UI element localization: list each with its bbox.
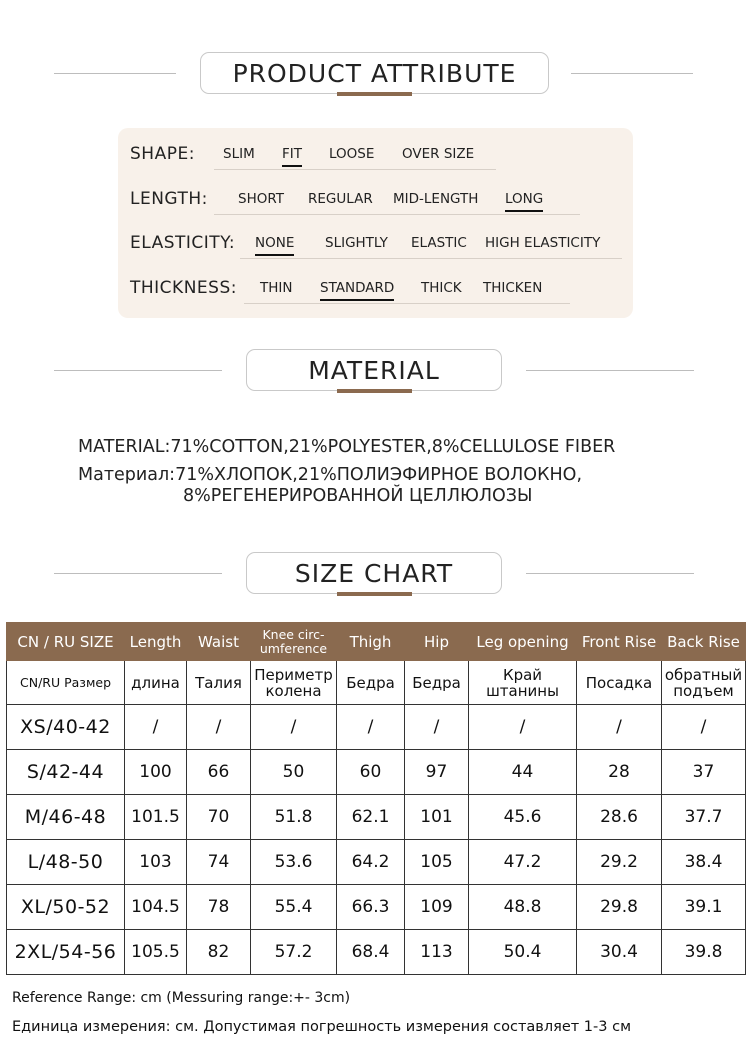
divider-left — [54, 73, 176, 74]
value-cell: 30.4 — [577, 930, 662, 975]
value-cell: / — [577, 705, 662, 750]
value-cell: 74 — [187, 840, 251, 885]
material-ru-line1: Материал:71%ХЛОПОК,21%ПОЛИЭФИРНОЕ ВОЛОКНО, — [78, 465, 583, 485]
header-row-en — [7, 623, 746, 661]
size-cell: M/46-48 — [7, 795, 125, 840]
option-fit-selected: FIT — [282, 146, 302, 162]
header-length: Length — [125, 623, 187, 661]
table-row — [7, 840, 746, 885]
option-elastic: ELASTIC — [411, 235, 467, 251]
value-cell: 44 — [469, 750, 577, 795]
value-cell: 39.1 — [662, 885, 746, 930]
value-cell: 113 — [405, 930, 469, 975]
attribute-row-thickness — [118, 276, 633, 306]
value-cell: / — [187, 705, 251, 750]
row-underline — [214, 214, 580, 215]
attribute-row-shape — [118, 142, 633, 172]
option-thin: THIN — [260, 280, 293, 296]
row-underline — [214, 169, 496, 170]
header-ru-knee: Периметр колена — [251, 661, 337, 705]
header-thigh: Thigh — [337, 623, 405, 661]
footnote-en: Reference Range: cm (Messuring range:+- 3cm) — [12, 990, 351, 1006]
row-underline — [240, 258, 622, 259]
value-cell: 82 — [187, 930, 251, 975]
value-cell: 68.4 — [337, 930, 405, 975]
header-size: CN / RU SIZE — [7, 623, 125, 661]
value-cell: 60 — [337, 750, 405, 795]
table-row — [7, 750, 746, 795]
row-underline — [244, 303, 570, 304]
value-cell: 28 — [577, 750, 662, 795]
value-cell: / — [469, 705, 577, 750]
option-slightly: SLIGHTLY — [325, 235, 388, 251]
option-mid-length: MID-LENGTH — [393, 191, 479, 207]
value-cell: / — [251, 705, 337, 750]
value-cell: 101 — [405, 795, 469, 840]
section-title: PRODUCT ATTRIBUTE — [200, 52, 549, 94]
divider-left — [54, 370, 222, 371]
header-ru-size: CN/RU Размер — [7, 661, 125, 705]
value-cell: 48.8 — [469, 885, 577, 930]
title-accent-bar — [337, 592, 412, 596]
value-cell: 62.1 — [337, 795, 405, 840]
divider-right — [526, 370, 694, 371]
divider-left — [54, 573, 222, 574]
table-row — [7, 885, 746, 930]
option-none-selected: NONE — [255, 235, 295, 251]
header-ru-length: длина — [125, 661, 187, 705]
value-cell: 78 — [187, 885, 251, 930]
value-cell: 29.2 — [577, 840, 662, 885]
option-thick: THICK — [421, 280, 462, 296]
size-cell: XS/40-42 — [7, 705, 125, 750]
option-standard-selected: STANDARD — [320, 280, 395, 296]
header-waist: Waist — [187, 623, 251, 661]
value-cell: 37 — [662, 750, 746, 795]
value-cell: 51.8 — [251, 795, 337, 840]
value-cell: 37.7 — [662, 795, 746, 840]
table-row — [7, 795, 746, 840]
header-ru-leg-opening: Край штанины — [469, 661, 577, 705]
value-cell: 104.5 — [125, 885, 187, 930]
section-title: MATERIAL — [246, 349, 502, 391]
value-cell: 39.8 — [662, 930, 746, 975]
value-cell: 50.4 — [469, 930, 577, 975]
value-cell: 47.2 — [469, 840, 577, 885]
value-cell: 105.5 — [125, 930, 187, 975]
header-ru-waist: Талия — [187, 661, 251, 705]
divider-right — [526, 573, 694, 574]
value-cell: 70 — [187, 795, 251, 840]
option-over-size: OVER SIZE — [402, 146, 475, 162]
divider-right — [571, 73, 693, 74]
option-slim: SLIM — [223, 146, 255, 162]
value-cell: / — [405, 705, 469, 750]
title-accent-bar — [337, 389, 412, 393]
value-cell: 29.8 — [577, 885, 662, 930]
value-cell: 109 — [405, 885, 469, 930]
value-cell: 50 — [251, 750, 337, 795]
size-cell: L/48-50 — [7, 840, 125, 885]
header-ru-thigh: Бедра — [337, 661, 405, 705]
value-cell: 66.3 — [337, 885, 405, 930]
value-cell: / — [125, 705, 187, 750]
header-knee: Knee circ-umference — [251, 623, 337, 661]
option-loose: LOOSE — [329, 146, 375, 162]
material-en: MATERIAL:71%COTTON,21%POLYESTER,8%CELLULOSE FIBER — [78, 437, 616, 457]
footnote-ru: Единица измерения: см. Допустимая погрешность измерения составляет 1-3 см — [12, 1019, 632, 1035]
attribute-row-length — [118, 187, 633, 217]
attribute-label: LENGTH: — [130, 189, 208, 209]
value-cell: 28.6 — [577, 795, 662, 840]
option-long-selected: LONG — [505, 191, 544, 207]
value-cell: 57.2 — [251, 930, 337, 975]
value-cell: 53.6 — [251, 840, 337, 885]
header-back-rise: Back Rise — [662, 623, 746, 661]
value-cell: 38.4 — [662, 840, 746, 885]
value-cell: 55.4 — [251, 885, 337, 930]
header-ru-front-rise: Посадка — [577, 661, 662, 705]
attribute-label: THICKNESS: — [130, 278, 237, 298]
value-cell: 103 — [125, 840, 187, 885]
value-cell: / — [337, 705, 405, 750]
value-cell: 45.6 — [469, 795, 577, 840]
value-cell: 105 — [405, 840, 469, 885]
section-title: SIZE CHART — [246, 552, 502, 594]
value-cell: 100 — [125, 750, 187, 795]
header-ru-hip: Бедра — [405, 661, 469, 705]
size-chart-table — [6, 622, 746, 975]
table-row — [7, 705, 746, 750]
material-ru-line2: 8%РЕГЕНЕРИРОВАННОЙ ЦЕЛЛЮЛОЗЫ — [183, 486, 533, 506]
option-thicken: THICKEN — [483, 280, 543, 296]
attribute-label: SHAPE: — [130, 144, 195, 164]
value-cell: 64.2 — [337, 840, 405, 885]
size-cell: 2XL/54-56 — [7, 930, 125, 975]
value-cell: 97 — [405, 750, 469, 795]
size-cell: S/42-44 — [7, 750, 125, 795]
header-row-ru — [7, 661, 746, 705]
header-ru-back-rise: обратный подъем — [662, 661, 746, 705]
option-short: SHORT — [238, 191, 284, 207]
header-front-rise: Front Rise — [577, 623, 662, 661]
title-accent-bar — [337, 92, 412, 96]
header-leg-opening: Leg opening — [469, 623, 577, 661]
option-high-elasticity: HIGH ELASTICITY — [485, 235, 601, 251]
size-cell: XL/50-52 — [7, 885, 125, 930]
attribute-label: ELASTICITY: — [130, 233, 236, 253]
attribute-panel — [118, 128, 633, 318]
value-cell: / — [662, 705, 746, 750]
attribute-row-elasticity — [118, 231, 633, 261]
value-cell: 66 — [187, 750, 251, 795]
option-regular: REGULAR — [308, 191, 373, 207]
table-row — [7, 930, 746, 975]
value-cell: 101.5 — [125, 795, 187, 840]
header-hip: Hip — [405, 623, 469, 661]
